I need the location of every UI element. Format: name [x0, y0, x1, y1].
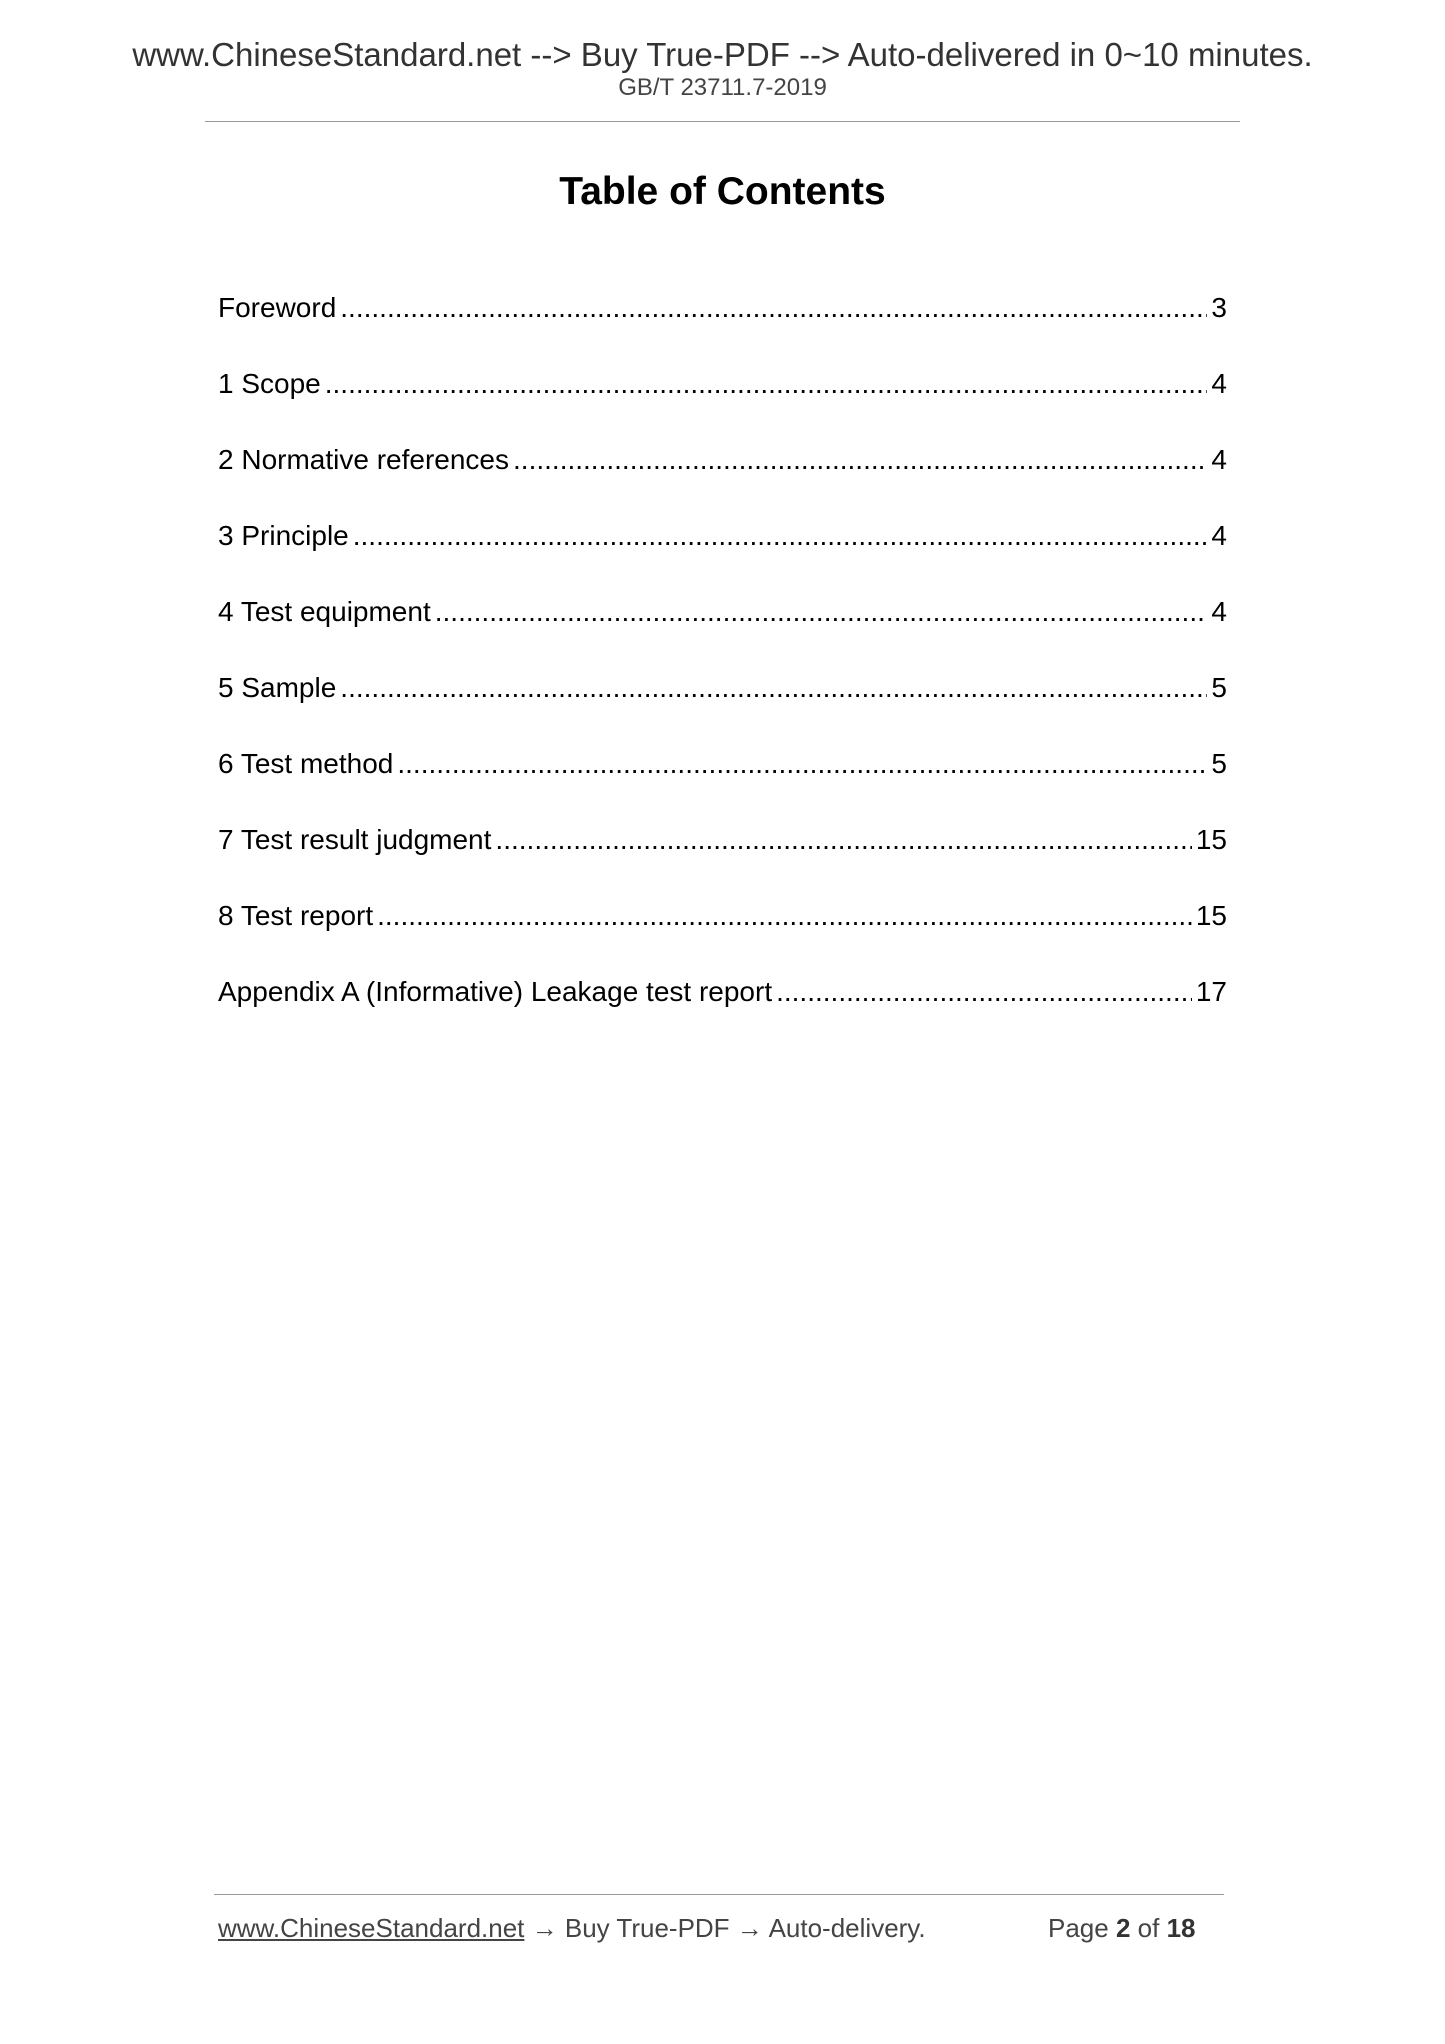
toc-entry-label: 6 Test method	[218, 748, 394, 779]
toc-entry-label: 5 Sample	[218, 672, 337, 703]
page-word: Page	[1048, 1913, 1109, 1943]
toc-entry-label: 7 Test result judgment	[218, 824, 492, 855]
toc-leader-dots	[513, 442, 1207, 478]
toc-leader-dots	[340, 670, 1207, 706]
toc-entry-page: 15	[1195, 824, 1227, 855]
toc-leader-dots	[325, 366, 1208, 402]
toc-entry-label: 3 Principle	[218, 520, 349, 551]
toc-leader-dots	[435, 594, 1208, 630]
toc-entry-label: 2 Normative references	[218, 444, 510, 475]
toc-leader-dots	[353, 518, 1208, 554]
toc-entry-label: Appendix A (Informative) Leakage test report	[218, 976, 773, 1007]
toc-entry-normative-references[interactable]	[218, 442, 1227, 518]
toc-entry-test-result-judgment[interactable]	[218, 822, 1227, 898]
page-indicator	[1048, 1915, 1196, 1941]
toc-entry-test-report[interactable]	[218, 898, 1227, 974]
toc-entry-page: 4	[1211, 596, 1227, 627]
footer-site-link[interactable]: www.ChineseStandard.net	[218, 1913, 525, 1943]
toc-entry-sample[interactable]	[218, 670, 1227, 746]
toc-entry-scope[interactable]	[218, 366, 1227, 442]
toc-entry-page: 3	[1211, 292, 1227, 323]
toc-entry-page: 5	[1211, 672, 1227, 703]
toc-entry-page: 15	[1195, 900, 1227, 931]
toc-entry-page: 4	[1211, 520, 1227, 551]
toc-entry-foreword[interactable]	[218, 290, 1227, 366]
toc-entry-test-equipment[interactable]	[218, 594, 1227, 670]
toc-leader-dots	[377, 898, 1192, 934]
toc-list	[218, 290, 1227, 1050]
toc-entry-page: 5	[1211, 748, 1227, 779]
page-current: 2	[1115, 1913, 1131, 1943]
toc-entry-page: 4	[1211, 444, 1227, 475]
standard-number: GB/T 23711.7-2019	[618, 74, 827, 101]
toc-entry-test-method[interactable]	[218, 746, 1227, 822]
page-title: Table of Contents	[559, 170, 886, 213]
toc-entry-label: 4 Test equipment	[218, 596, 431, 627]
toc-entry-label: 1 Scope	[218, 368, 321, 399]
header-divider	[205, 121, 1240, 122]
toc-entry-page: 17	[1195, 976, 1227, 1007]
toc-leader-dots	[495, 822, 1191, 858]
footer-divider	[214, 1894, 1224, 1895]
toc-entry-appendix-a[interactable]	[218, 974, 1227, 1050]
toc-entry-principle[interactable]	[218, 518, 1227, 594]
toc-leader-dots	[340, 290, 1207, 326]
toc-entry-label: 8 Test report	[218, 900, 374, 931]
footer-left	[218, 1915, 926, 1941]
toc-entry-label: Foreword	[218, 292, 337, 323]
toc-leader-dots	[776, 974, 1192, 1010]
toc-leader-dots	[397, 746, 1207, 782]
page-total: 18	[1166, 1913, 1196, 1943]
of-word: of	[1137, 1913, 1160, 1943]
footer-tagline: → Buy True-PDF → Auto-delivery.	[524, 1913, 926, 1943]
top-banner: www.ChineseStandard.net --> Buy True-PDF --> Auto-delivered in 0~10 minutes.	[132, 36, 1313, 73]
toc-entry-page: 4	[1211, 368, 1227, 399]
